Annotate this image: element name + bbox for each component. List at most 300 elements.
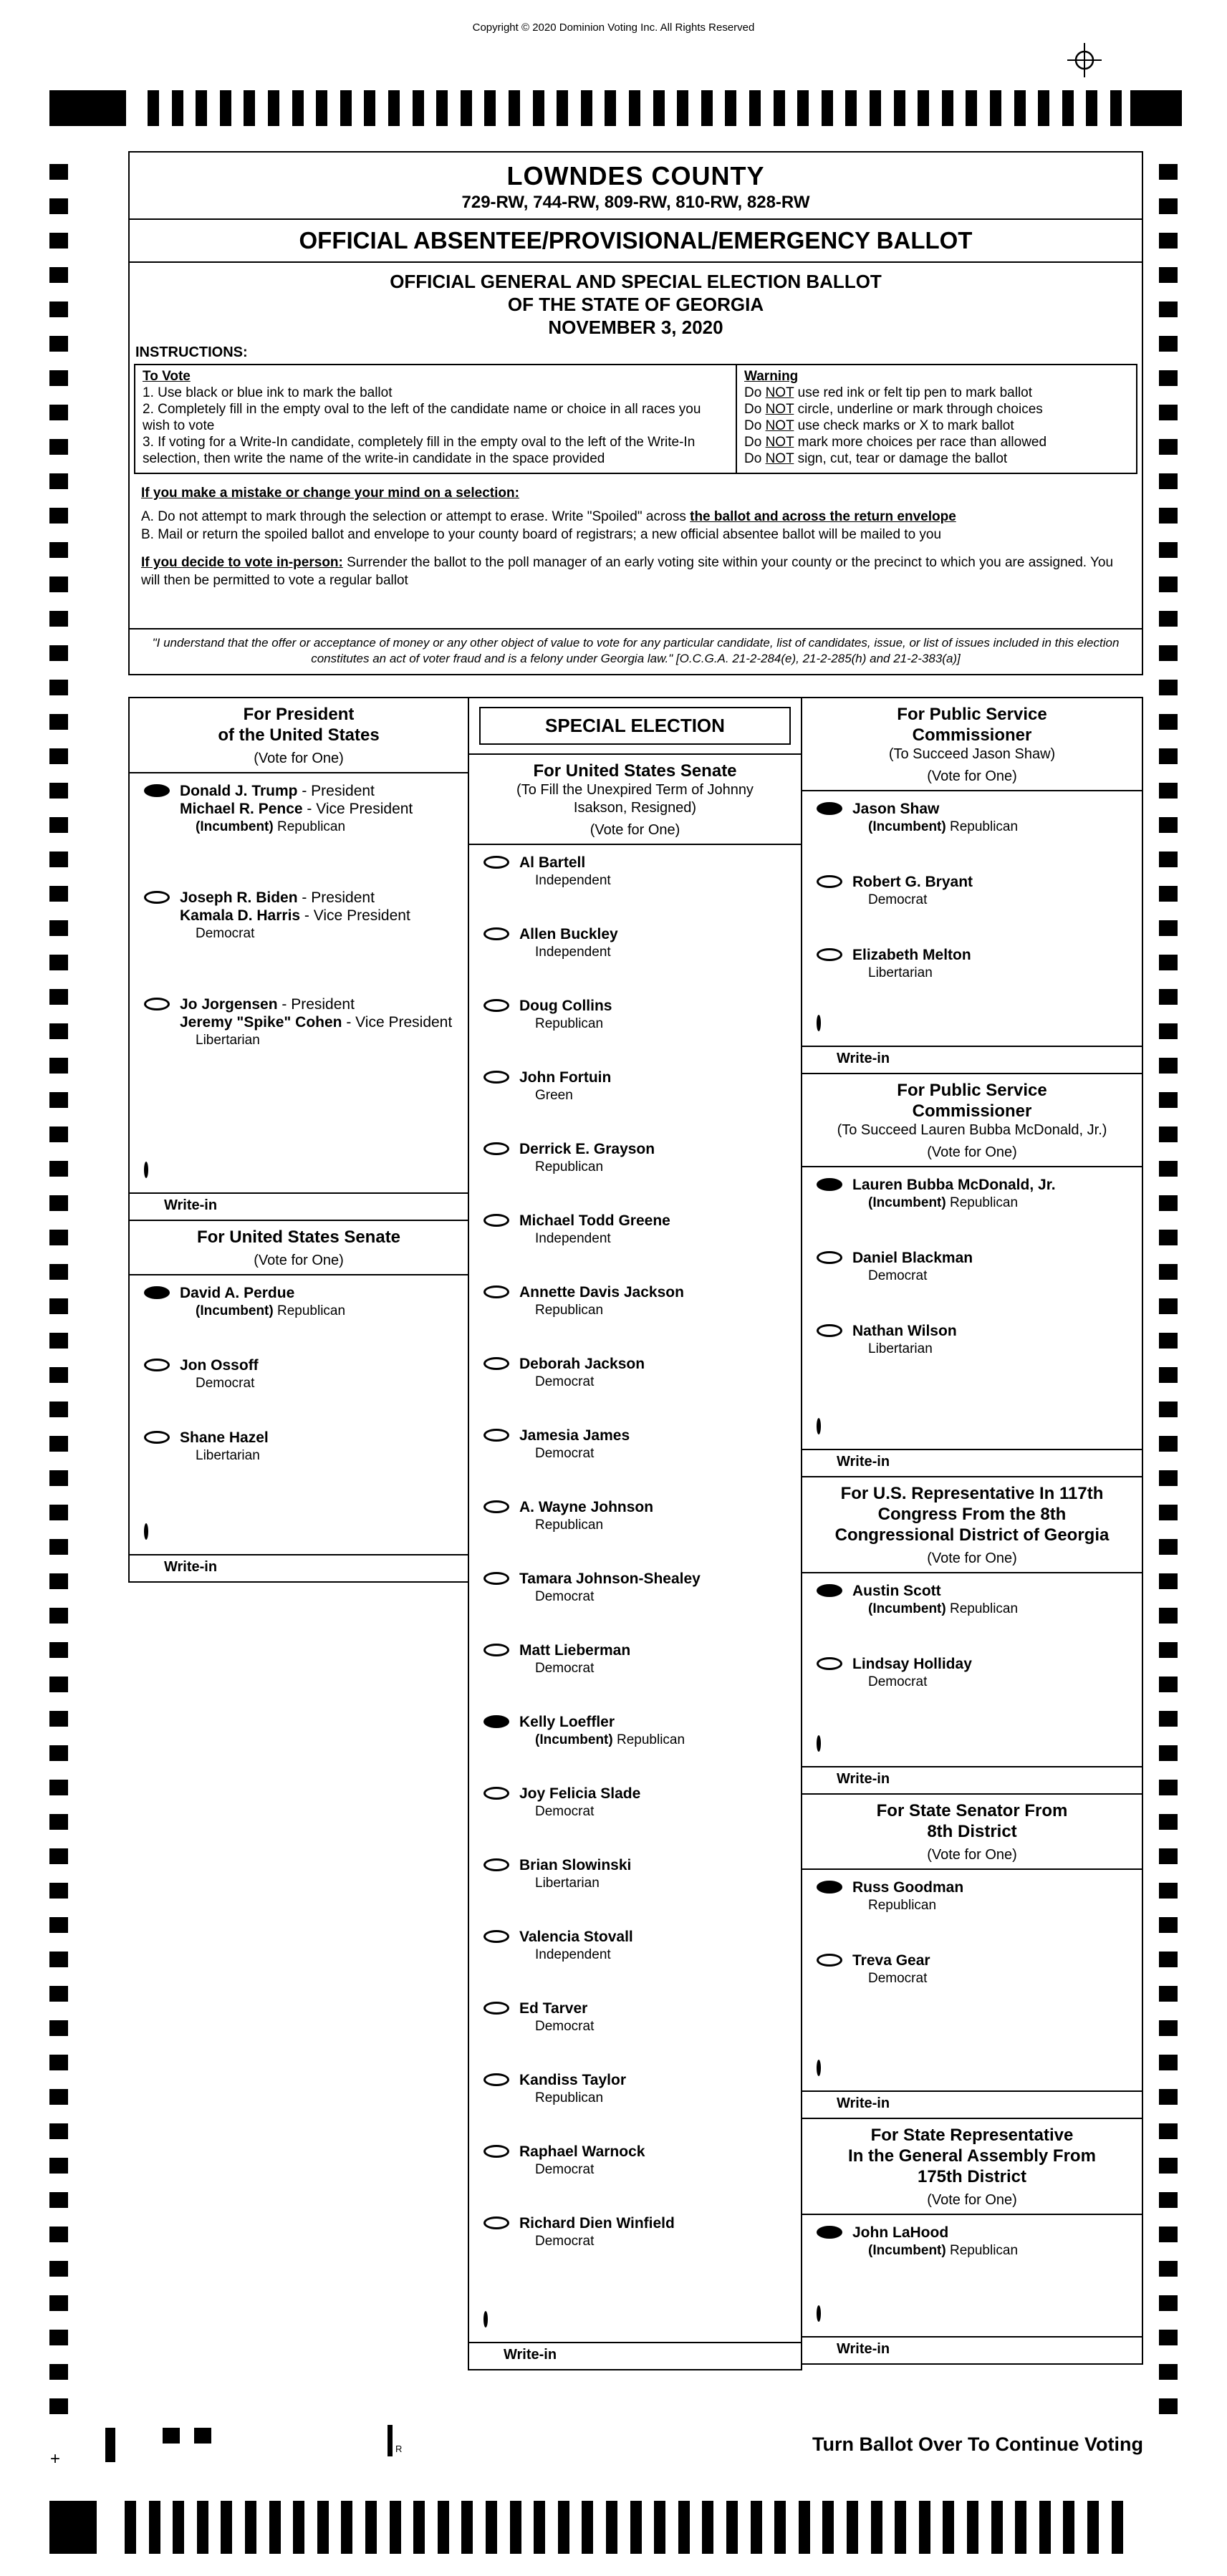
candidate-name: Deborah Jackson [519,1356,645,1372]
candidate-info [180,1356,259,1391]
candidate-info [852,1176,1056,1211]
party-name: Democrat [868,1268,928,1283]
candidate-info [519,1068,611,1104]
candidate-row [469,1991,801,2063]
timing-mark [1086,90,1097,126]
timing-mark [49,198,68,214]
party-name: Libertarian [196,1033,260,1048]
timing-mark [894,90,905,126]
party-name: Republican [950,1601,1019,1616]
write-in-line[interactable] [130,1192,468,1220]
write-in-line[interactable] [802,2090,1142,2118]
vote-for-instruction: (Vote for One) [927,1550,1017,1566]
contest-title: For Public Service [897,705,1047,724]
candidate-name: Tamara Johnson-Shealey [519,1571,701,1587]
party-name: Libertarian [868,965,933,980]
timing-mark [49,1814,68,1830]
candidate-name-line [852,800,1018,818]
timing-mark [582,2501,593,2554]
candidate-oval-filled[interactable] [817,2226,842,2239]
warning-not-word: NOT [765,435,794,450]
candidate-oval[interactable] [483,2145,509,2158]
candidate-name-line [180,782,413,800]
timing-mark [895,2501,906,2554]
timing-block [49,2501,97,2554]
candidate-role: - President [277,996,355,1013]
candidate-name-line [519,1641,630,1659]
timing-mark [49,611,68,627]
candidate-row [469,1275,801,1346]
timing-mark [557,90,568,126]
timing-mark [49,1298,68,1314]
timing-mark [629,90,640,126]
write-in-oval[interactable] [144,1523,148,1540]
timing-mark [1159,645,1178,661]
contest-title: For State Representative [870,2126,1074,2145]
candidate-oval[interactable] [817,1657,842,1670]
spacer [802,2288,1142,2302]
write-in-oval-row [802,1732,1142,1766]
candidate-info [852,1952,930,1987]
candidate-info [852,1655,972,1690]
timing-mark [49,886,68,902]
timing-mark [1159,336,1178,352]
timing-mark [49,645,68,661]
candidate-oval[interactable] [483,1142,509,1155]
candidate-oval[interactable] [483,856,509,869]
warning-instruction [744,385,1129,401]
timing-mark [341,2501,352,2554]
candidate-info [519,2143,645,2178]
write-in-oval[interactable] [817,1418,821,1434]
timing-mark [413,90,424,126]
timing-mark [49,852,68,867]
timing-mark [725,90,736,126]
write-in-oval[interactable] [817,1735,821,1752]
timing-mark [1159,748,1178,764]
candidate-name-line [180,995,452,1013]
election-title-line1: OFFICIAL GENERAL AND SPECIAL ELECTION BALLOT [390,271,882,292]
contest-header [802,1477,1142,1573]
timing-mark [1159,1608,1178,1624]
candidate-oval[interactable] [483,1214,509,1227]
candidate-oval[interactable] [483,927,509,940]
timing-mark [967,2501,978,2554]
candidate-info [852,1582,1018,1617]
contest-title: For U.S. Representative In 117th [840,1484,1104,1503]
party-name: Republican [535,1159,604,1174]
timing-mark [799,2501,810,2554]
candidate-name: Treva Gear [852,1952,930,1969]
candidate-info [852,1249,973,1284]
candidate-name: Robert G. Bryant [852,874,973,890]
timing-mark [1087,2501,1099,2554]
candidate-name: Kandiss Taylor [519,2072,626,2088]
timing-mark [509,90,520,126]
write-in-line[interactable] [469,2342,801,2369]
party-name: Republican [950,2243,1019,2258]
candidate-name: John Fortuin [519,1069,612,1086]
candidate-oval[interactable] [817,1251,842,1264]
plus-registration-mark: + [50,2449,61,2469]
candidate-name: Al Bartell [519,854,586,871]
candidate-party-line [519,1732,685,1748]
contest-box [801,1793,1143,2119]
timing-mark [558,2501,569,2554]
election-title-line2: OF THE STATE OF GEORGIA [507,294,764,315]
timing-mark [1159,405,1178,420]
candidate-name-line [180,907,410,925]
timing-mark [774,90,785,126]
candidate-row [802,1943,1142,2016]
party-name: Independent [535,945,611,960]
timing-mark [49,1848,68,1864]
candidate-oval[interactable] [483,1858,509,1871]
special-election-banner-wrap [469,698,801,745]
write-in-line[interactable] [130,1554,468,1581]
timing-mark [49,748,68,764]
timing-mark [49,542,68,558]
write-in-oval[interactable] [817,1015,821,1031]
party-name: Democrat [868,1971,928,1986]
candidate-oval[interactable] [483,1285,509,1298]
timing-mark [1159,1333,1178,1349]
candidate-name-line [180,889,410,907]
timing-mark [49,1402,68,1417]
candidate-name-line [519,925,618,943]
candidate-oval[interactable] [483,1357,509,1370]
party-name: Republican [535,1016,604,1031]
timing-mark [49,508,68,524]
candidate-row [130,987,468,1094]
candidate-party-line [519,1660,630,1677]
timing-mark [293,2501,304,2554]
candidate-row [469,1346,801,1418]
candidate-name-line [180,1284,345,1302]
precinct-list: 729-RW, 744-RW, 809-RW, 810-RW, 828-RW [461,193,810,212]
timing-mark [1159,1642,1178,1658]
candidate-party-line [852,1341,957,1357]
candidate-party-line [852,819,1018,835]
candidate-row [469,845,801,917]
timing-mark [49,1539,68,1555]
to-vote-title: To Vote [143,369,191,384]
candidate-name: Raphael Warnock [519,2143,645,2160]
timing-mark [49,1745,68,1761]
timing-mark [49,817,68,833]
timing-mark [1159,1539,1178,1555]
timing-mark [1159,1780,1178,1795]
timing-mark [1159,1092,1178,1108]
timing-mark [49,2123,68,2139]
timing-mark [1159,267,1178,283]
candidate-row [802,2215,1142,2288]
candidate-oval[interactable] [483,1787,509,1800]
turn-ballot-over-text: Turn Ballot Over To Continue Voting [812,2433,1143,2455]
contest-header [802,2119,1142,2215]
candidate-oval-filled[interactable] [817,802,842,815]
candidate-info [519,1283,684,1318]
candidate-row [130,773,468,880]
write-in-oval[interactable] [817,2305,821,2322]
write-in-line[interactable] [802,1046,1142,1073]
candidate-oval[interactable] [483,2216,509,2229]
timing-mark [1159,1745,1178,1761]
party-name: Republican [617,1732,685,1747]
write-in-oval[interactable] [817,2060,821,2076]
timing-mark [220,90,231,126]
candidate-party-line [519,1159,655,1175]
candidate-party-line [852,892,973,908]
candidate-oval[interactable] [817,948,842,961]
candidate-party-line [519,1445,630,1462]
vote-for-instruction: (Vote for One) [927,768,1017,784]
contest-header [802,698,1142,791]
candidate-name: Elizabeth Melton [852,947,971,963]
candidate-info [519,997,612,1032]
timing-mark [606,2501,617,2554]
candidate-name: Nathan Wilson [852,1323,957,1339]
timing-mark [749,90,761,126]
timing-marks-top [0,90,1227,126]
candidate-oval[interactable] [483,1572,509,1585]
candidate-role: - Vice President [342,1014,453,1031]
timing-mark [966,90,977,126]
candidate-name: Jeremy "Spike" Cohen [180,1014,342,1031]
candidate-party-line [852,2242,1018,2259]
candidate-name: Jamesia James [519,1427,630,1444]
candidate-oval[interactable] [483,999,509,1012]
candidate-oval[interactable] [144,1431,170,1444]
candidate-name-line [180,800,413,818]
candidate-name: Jason Shaw [852,801,940,817]
timing-mark [1159,1986,1178,2002]
timing-mark [49,2089,68,2105]
write-in-line[interactable] [802,2336,1142,2363]
timing-mark [1159,164,1178,180]
spacer [802,1386,1142,1414]
warning-text-post: circle, underline or mark through choices [794,402,1043,417]
candidate-row [469,1704,801,1776]
timing-mark [1159,611,1178,627]
timing-mark [438,2501,449,2554]
candidate-row [469,1418,801,1490]
warning-text-pre: Do [744,418,766,433]
timing-mark [1159,1917,1178,1933]
candidate-oval-filled[interactable] [817,1178,842,1191]
candidate-name-line [519,1856,631,1874]
election-date: NOVEMBER 3, 2020 [548,317,723,338]
timing-mark [49,1711,68,1727]
timing-mark [942,90,953,126]
candidate-row [469,2063,801,2134]
timing-mark [1159,783,1178,799]
mistake-item-b: B. Mail or return the spoiled ballot and envelope to your county board of registrars; a new official absentee ballot will be mailed to you [141,527,942,542]
candidate-oval[interactable] [817,875,842,888]
candidate-row [130,1275,468,1348]
spacer [802,1719,1142,1732]
timing-mark [49,2020,68,2036]
election-title-block [130,263,1142,340]
candidate-oval-filled[interactable] [144,784,170,797]
write-in-oval[interactable] [144,1162,148,1178]
warning-text-post: use check marks or X to mark ballot [794,418,1014,433]
timing-mark [49,783,68,799]
party-name: Democrat [868,892,928,907]
warning-text-pre: Do [744,451,766,466]
write-in-label: Write-in [837,1051,890,1066]
timing-mark [751,2501,762,2554]
candidate-info [852,946,971,981]
candidate-party-line [180,819,413,835]
write-in-line[interactable] [802,1449,1142,1476]
write-in-oval[interactable] [483,2311,488,2327]
print-mark-r: R [395,2444,403,2454]
candidate-oval[interactable] [483,2002,509,2015]
candidate-name: Valencia Stovall [519,1929,633,1945]
candidate-name: Kelly Loeffler [519,1714,615,1730]
timing-mark [943,2501,954,2554]
candidate-oval[interactable] [144,1359,170,1371]
candidate-oval[interactable] [483,1429,509,1442]
candidate-oval[interactable] [483,1644,509,1656]
candidate-party-line [852,1601,1018,1617]
candidate-oval-filled[interactable] [817,1584,842,1597]
candidate-party-line [519,2090,626,2106]
contest-subtitle: (To Succeed Jason Shaw) [888,746,1056,762]
timing-mark [486,2501,497,2554]
timing-mark [245,2501,256,2554]
candidate-name-line [852,1322,957,1340]
candidate-name-line [852,2224,1018,2242]
candidate-oval[interactable] [817,1954,842,1967]
candidate-info [519,854,611,889]
candidate-info [519,1713,685,1748]
candidate-name-line [519,1498,653,1516]
candidate-row [802,1870,1142,1943]
timing-mark [1038,90,1049,126]
timing-mark [581,90,592,126]
candidate-name: John LaHood [852,2224,949,2241]
contest-title: Congress From the 8th [877,1505,1067,1524]
candidate-row [802,937,1142,1010]
candidate-oval[interactable] [144,998,170,1010]
timing-mark [1159,1127,1178,1142]
spacer [130,1094,468,1158]
in-person-text: Surrender the ballot to the poll manager of an early voting site within your county or the precinct to which you are assigned. You will then be permitted to vote a regular ballot [141,555,1114,588]
candidate-name-line [852,1952,930,1969]
party-name: Republican [535,2090,604,2105]
write-in-label: Write-in [837,1771,890,1787]
candidate-oval-filled[interactable] [144,1286,170,1299]
candidate-info [519,1641,630,1677]
timing-mark [1159,2364,1178,2380]
warning-instruction [744,434,1129,450]
candidate-name: David A. Perdue [180,1285,295,1301]
timing-mark [461,90,472,126]
party-name: Republican [277,819,346,834]
timing-mark [1159,2261,1178,2277]
candidate-party-line [852,1268,973,1284]
candidate-oval-filled[interactable] [817,1881,842,1894]
candidate-info [519,1140,655,1175]
timing-mark [49,1986,68,2002]
timing-mark [1159,1058,1178,1074]
candidate-party-line [519,2233,675,2249]
timing-mark [1159,2330,1178,2345]
incumbent-label: (Incumbent) [868,2243,946,2258]
timing-mark [49,1264,68,1280]
timing-mark [605,90,616,126]
candidate-name: A. Wayne Johnson [519,1499,654,1515]
candidate-name-line [519,1713,685,1731]
warning-text-post: use red ink or felt tip pen to mark ballot [794,385,1033,400]
candidate-info [852,873,973,908]
timing-mark [196,90,207,126]
warning-box [737,364,1137,474]
timing-mark [49,1436,68,1452]
write-in-line[interactable] [802,1766,1142,1793]
timing-mark [1014,90,1026,126]
contest-title: In the General Assembly From [848,2146,1096,2166]
to-vote-instruction: 3. If voting for a Write-In candidate, completely fill in the empty oval to the left of the Write-In selection, then write the name of the write-in candidate in the space provided [143,435,696,466]
timing-mark [847,2501,858,2554]
warning-text-pre: Do [744,435,766,450]
candidate-oval[interactable] [817,1324,842,1337]
candidate-name-line [519,1785,640,1803]
timing-mark [1159,2295,1178,2311]
party-name: Democrat [535,2234,595,2249]
candidate-name-line [852,1176,1056,1194]
timing-mark [49,1092,68,1108]
candidate-oval[interactable] [483,1500,509,1513]
timing-mark [1159,1952,1178,1967]
candidate-row [469,2206,801,2277]
timing-mark [49,2227,68,2242]
contest-title: Commissioner [912,1101,1032,1121]
contest-title: 8th District [927,1822,1017,1841]
party-name: Democrat [535,1661,595,1676]
timing-mark [1159,817,1178,833]
warning-instruction [744,450,1129,467]
special-election-banner: SPECIAL ELECTION [479,707,791,745]
candidate-row [469,1919,801,1991]
candidate-oval[interactable] [483,1071,509,1084]
candidate-info [852,1878,963,1914]
ballot-type-title: OFFICIAL ABSENTEE/PROVISIONAL/EMERGENCY BALLOT [130,220,1142,263]
timing-mark [1159,508,1178,524]
candidate-name: Austin Scott [852,1583,941,1599]
candidate-oval[interactable] [144,891,170,904]
contest-box [801,2118,1143,2365]
incumbent-label: (Incumbent) [196,819,274,834]
timing-mark [677,90,688,126]
timing-mark [148,90,159,126]
timing-mark [49,2055,68,2070]
contest-subtitle: (To Fill the Unexpired Term of Johnny [516,782,754,798]
candidate-name-line [180,1013,452,1031]
candidate-info [519,1785,640,1820]
warning-text-post: sign, cut, tear or damage the ballot [794,451,1008,466]
candidate-oval-filled[interactable] [483,1715,509,1728]
candidate-party-line [519,1087,611,1104]
timing-mark [1159,1814,1178,1830]
candidate-oval[interactable] [483,1930,509,1943]
timing-mark [172,90,183,126]
warning-not-word: NOT [765,385,794,400]
candidate-oval[interactable] [483,2073,509,2086]
candidate-party-line [852,1897,963,1914]
